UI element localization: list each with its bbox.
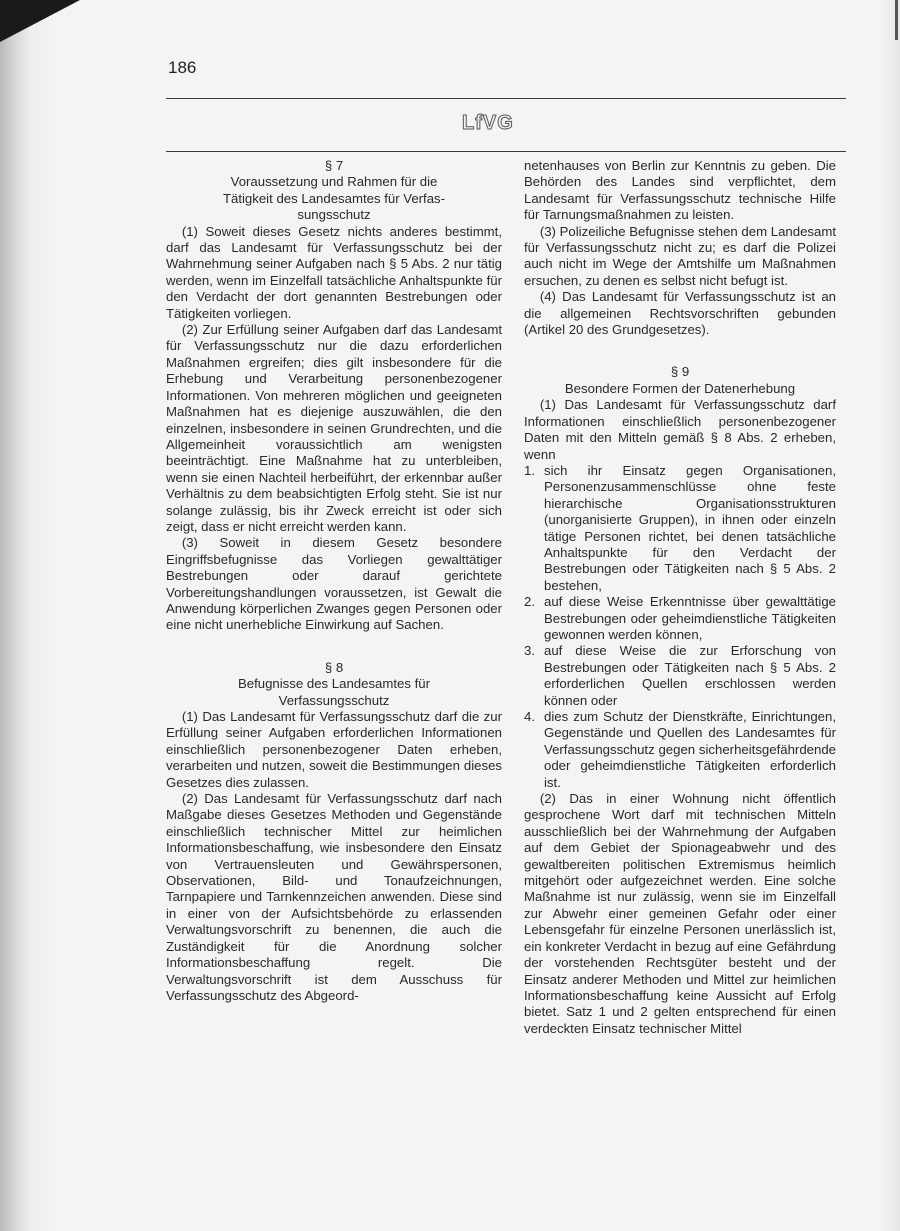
list-item-number: 1.	[524, 462, 535, 478]
scan-corner-shadow	[0, 0, 80, 42]
list-item-text: auf diese Weise die zur Erforschung von Bestrebungen oder Tätigkeiten nach § 5 Abs. 2 erforderlichen Quellen erschlossen werden können oder	[544, 643, 836, 708]
list-item	[524, 594, 836, 643]
section-7-title-line-2: Tätigkeit des Landesamtes für Verfas-	[222, 190, 446, 206]
section-9-condition-list	[524, 463, 836, 791]
section-8-paragraph-2: (2) Das Landesamt für Verfassungsschutz darf nach Maßgabe dieses Gesetzes Methoden und Gegenstände einschließlich technischer Mittel zur heimlichen Informationsbeschaffung, wie insbesondere den Einsatz von Vertrauensleuten und Gewährspersonen, Observationen, Bild- und Tonaufzeichnungen, Tarnpapiere und Tarnkennzeichen anwenden. Diese sind in einer von der Aufsichtsbehörde zu erlassenden Verwaltungsvorschrift zu benennen, die auch die Zuständigkeit für die Anordnung solcher Informationsbeschaffung regelt. Die Verwaltungsvorschrift ist dem Ausschuss für Verfassungsschutz des Abgeord-	[166, 791, 502, 1003]
section-8-paragraph-2-continued: netenhauses von Berlin zur Kenntnis zu geben. Die Behörden des Landes sind verpflichtet, dem Landesamt für Verfassungsschutz technische Hilfe für Tarnungsmaßnahmen zu leisten.	[524, 158, 836, 223]
section-9-title: Besondere Formen der Datenerhebung	[564, 380, 796, 396]
list-item	[524, 643, 836, 709]
section-7-paragraph-1: (1) Soweit dieses Gesetz nichts anderes bestimmt, darf das Landesamt für Verfassungsschutz bei der Wahrnehmung seiner Aufgaben nach § 5 Abs. 2 nur tätig werden, wenn im Einzelfall tatsächliche Anhaltspunkte für den Verdacht der dort genannten Bestrebungen oder Tätigkeiten vorliegen.	[166, 223, 502, 321]
lfvg-logo: LfVG	[462, 112, 514, 134]
section-8-paragraph-1: (1) Das Landesamt für Verfassungsschutz darf die zur Erfüllung seiner Aufgaben erforderlichen Informationen einschließlich personenbezogener Daten erheben, verarbeiten und nutzen, soweit die Bestimmungen dieses Gesetzes dies zulassen.	[166, 709, 502, 790]
list-item-number: 3.	[524, 643, 535, 659]
list-item-text: sich ihr Einsatz gegen Organisationen, Personenzusammenschlüsse ohne feste hierarchische Organisationsstrukturen (unorganisierte Gruppen), in ihnen oder einzeln tätige Personen richtet, bei denen tatsächliche Anhaltspunkte für den Verdacht der Bestrebungen oder Tätigkeiten nach § 5 Abs. 2 bestehen,	[544, 462, 836, 593]
section-8-title-line-1: Befugnisse des Landesamtes für	[237, 676, 431, 692]
section-7-number: § 7	[324, 158, 344, 173]
list-item-text: auf diese Weise Erkenntnisse über gewalttätige Bestrebungen oder geheimdienstliche Tätigkeiten gewonnen werden können,	[544, 594, 836, 642]
list-item-number: 2.	[524, 594, 535, 610]
section-9-paragraph-2: (2) Das in einer Wohnung nicht öffentlich gesprochene Wort darf mit technischen Mitteln ausschließlich bei der Wahrnehmung der Aufgaben auf dem Gebiet der Spionageabwehr und des gewaltbereiten politischen Extremismus heimlich mitgehört oder aufgezeichnet werden. Eine solche Maßnahme ist nur zulässig, wenn sie im Einzelfall zur Abwehr einer gemeinen Gefahr oder einer Lebensgefahr für einzelne Personen unerlässlich ist, ein konkreter Verdacht in bezug auf eine Gefährdung der vorstehenden Rechtsgüter besteht und der Einsatz anderer Methoden und Mittel zur heimlichen Informationsbeschaffung keine Aussicht auf Erfolg bietet. Satz 1 und 2 gelten entsprechend für einen verdeckten Einsatz technischer Mittel	[524, 791, 836, 1036]
page-number: 186	[168, 58, 197, 77]
list-item	[524, 709, 836, 791]
section-8-number: § 8	[324, 659, 344, 675]
section-7-title-line-1: Voraussetzung und Rahmen für die	[230, 174, 438, 190]
section-7-paragraph-2: (2) Zur Erfüllung seiner Aufgaben darf das Landesamt für Verfassungsschutz nur die dazu erforderlichen Maßnahmen ergreifen; dies gilt insbesondere für die Erhebung und Verarbeitung personenbezogener Informationen. Von mehreren möglichen und geeigneten Maßnahmen hat es diejenige auszuwählen, die den einzelnen, insbesondere in seinen Grundrechten, und die Allgemeinheit voraussichtlich am wenigsten beeinträchtigt. Eine Maßnahme hat zu unterbleiben, wenn sie einen Nachteil herbeiführt, der erkennbar außer Verhältnis zu dem beabsichtigten Erfolg steht. Sie ist nur solange zulässig, bis ihr Zweck erreicht ist oder sich zeigt, dass er nicht erreicht werden kann.	[166, 322, 502, 534]
left-column	[166, 158, 502, 1004]
scan-edge-mark	[895, 0, 898, 40]
header-rule-bottom	[166, 151, 846, 152]
section-8-paragraph-4: (4) Das Landesamt für Verfassungsschutz ist an die allgemeinen Rechtsvorschriften gebunden (Artikel 20 des Grundgesetzes).	[524, 289, 836, 338]
section-8-paragraph-3: (3) Polizeiliche Befugnisse stehen dem Landesamt für Verfassungsschutz nicht zu; es darf die Polizei auch nicht im Wege der Amtshilfe um Maßnahmen ersuchen, zu denen es selbst nicht befugt ist.	[524, 223, 836, 288]
section-8-title-line-2: Verfassungsschutz	[278, 692, 390, 708]
right-column	[524, 158, 836, 1037]
section-7-title-line-3: sungsschutz	[297, 207, 371, 223]
list-item	[524, 463, 836, 594]
section-9-number: § 9	[670, 364, 690, 380]
list-item-text: dies zum Schutz der Dienstkräfte, Einrichtungen, Gegenstände und Quellen des Landesamtes für Verfassungsschutz gegen sicherheitsgefährdende oder geheimdienstliche Tätigkeiten erforderlich ist.	[544, 709, 836, 790]
section-9-paragraph-1: (1) Das Landesamt für Verfassungsschutz darf Informationen einschließlich personenbezogener Daten mit den Mitteln gemäß § 8 Abs. 2 erheben, wenn	[524, 397, 836, 462]
header-rule-top	[166, 98, 846, 99]
section-7-paragraph-3: (3) Soweit in diesem Gesetz besondere Eingriffsbefugnisse das Vorliegen gewalttätiger Bestrebungen oder darauf gerichtete Vorbereitungshandlungen voraussetzen, ist Gewalt die Anwendung körperlichen Zwanges gegen Personen oder eine nicht unerhebliche Einwirkung auf Sachen.	[166, 535, 502, 633]
list-item-number: 4.	[524, 709, 535, 724]
